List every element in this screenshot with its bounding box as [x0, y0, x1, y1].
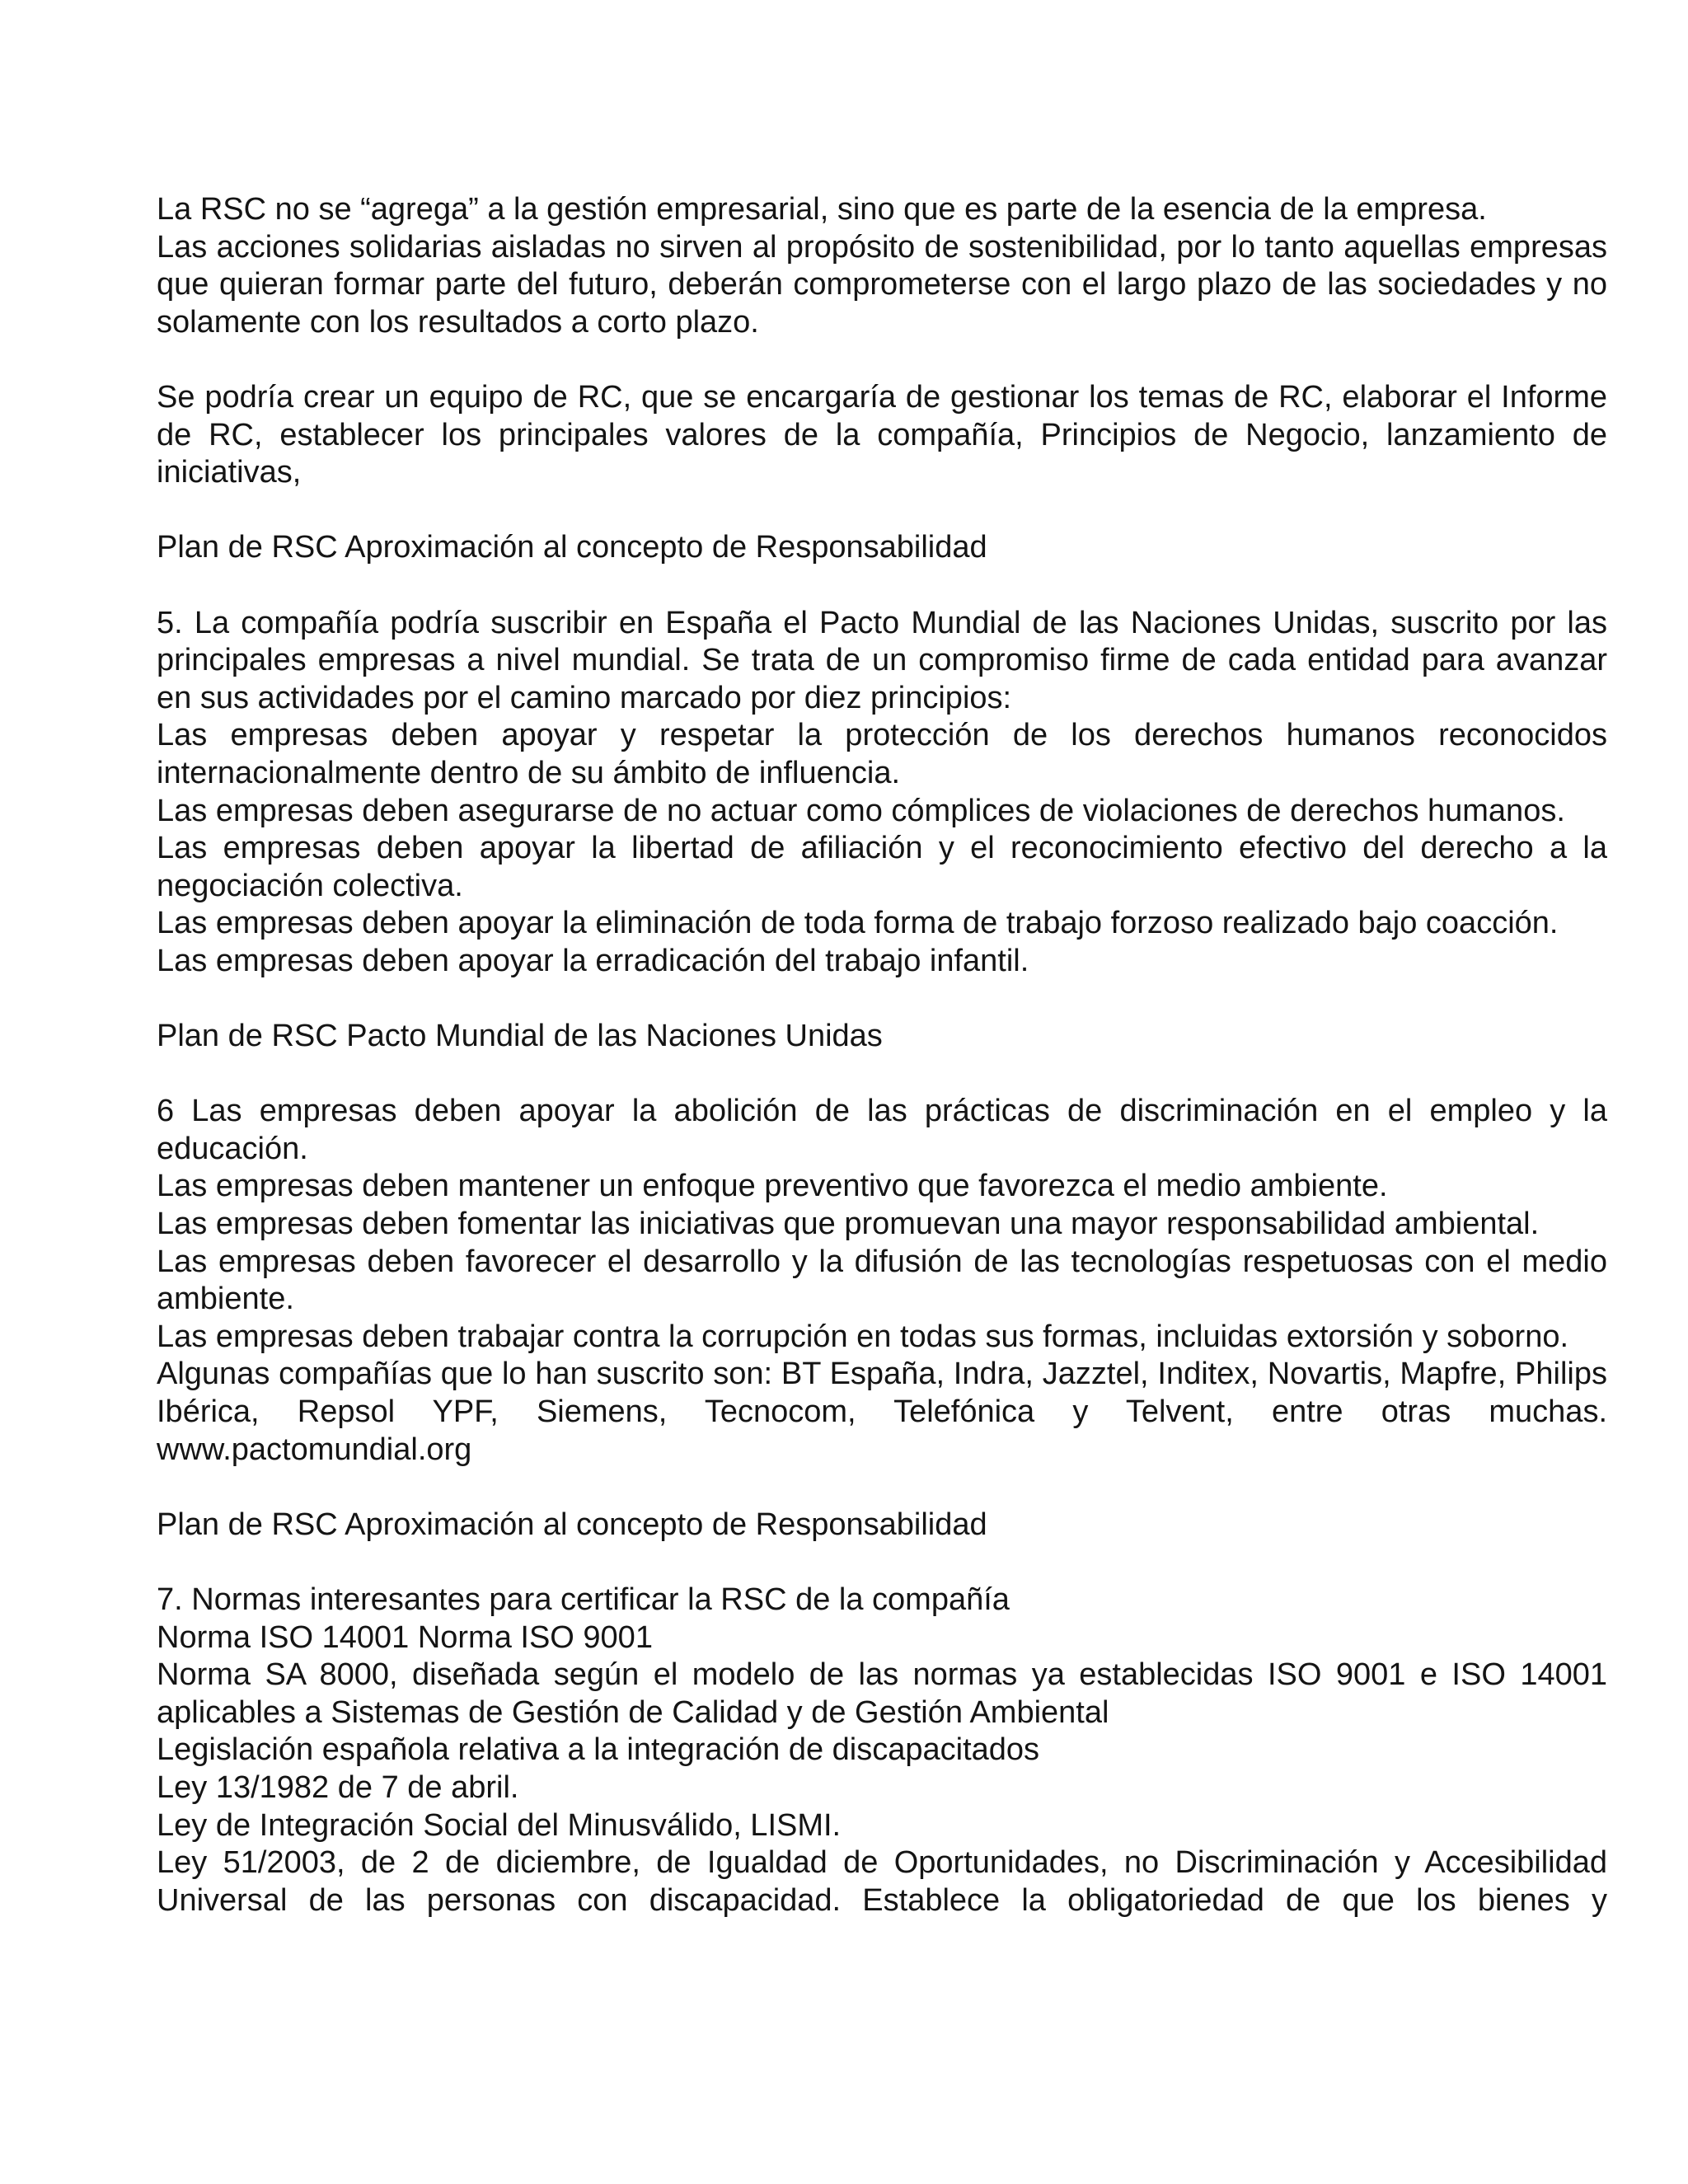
blank-line — [157, 492, 1607, 530]
blank-line — [157, 1469, 1607, 1507]
blank-line — [157, 1056, 1607, 1094]
blank-line — [157, 341, 1607, 379]
principle-item: Las empresas deben asegurarse de no actuar como cómplices de violaciones de derechos humanos. — [157, 793, 1565, 828]
blank-line — [157, 980, 1607, 1018]
paragraph: Norma ISO 14001 Norma ISO 9001 — [157, 1619, 653, 1655]
paragraph: Se podría crear un equipo de RC, que se encargaría de gestionar los temas de RC, elaborar el Informe de RC, establecer los principales valores de la compañía, Principios de Negocio, lanzamiento de iniciativas, — [157, 379, 1607, 490]
paragraph: Ley 51/2003, de 2 de diciembre, de Igualdad de Oportunidades, no Discriminación y Accesibilidad Universal de las personas con discapacidad. Establece la obligatoriedad de que los bienes y — [157, 1845, 1607, 1918]
paragraph: Ley de Integración Social del Minusválido, LISMI. — [157, 1807, 842, 1843]
section-heading: Plan de RSC Pacto Mundial de las Naciones Unidas — [157, 1019, 883, 1054]
principle-item: Las empresas deben apoyar la libertad de afiliación y el reconocimiento efectivo del derecho a la negociación colectiva. — [157, 831, 1607, 903]
principle-item: Las empresas deben apoyar y respetar la protección de los derechos humanos reconocidos internacionalmente dentro de su ámbito de influencia. — [157, 718, 1607, 790]
blank-line — [157, 1544, 1607, 1582]
paragraph: Algunas compañías que lo han suscrito son: BT España, Indra, Jazztel, Inditex, Novartis, Mapfre, Philips Ibérica, Repsol YPF, Siemens, Tecnocom, Telefónica y Telvent, entre otras muchas. www.pactomundial.org — [157, 1357, 1607, 1467]
blank-line — [157, 567, 1607, 605]
paragraph: Las acciones solidarias aisladas no sirven al propósito de sostenibilidad, por lo tanto aquellas empresas que quieran formar parte del futuro, deberán comprometerse con el largo plazo de las sociedades y no solamente con los resultados a corto plazo. — [157, 229, 1607, 340]
paragraph: 5. La compañía podría suscribir en España el Pacto Mundial de las Naciones Unidas, suscrito por las principales empresas a nivel mundial. Se trata de un compromiso firme de cada entidad para avanzar en sus actividades por el camino marcado por diez principios: — [157, 605, 1607, 715]
paragraph: 7. Normas interesantes para certificar la RSC de la compañía — [157, 1582, 1010, 1617]
principle-item: 6 Las empresas deben apoyar la abolición de las prácticas de discriminación en el empleo y la educación. — [157, 1094, 1607, 1166]
paragraph: La RSC no se “agrega” a la gestión empresarial, sino que es parte de la esencia de la empresa. — [157, 192, 1487, 227]
principle-item: Las empresas deben mantener un enfoque preventivo que favorezca el medio ambiente. — [157, 1169, 1388, 1204]
principle-item: Las empresas deben favorecer el desarrollo y la difusión de las tecnologías respetuosas con el medio ambiente. — [157, 1244, 1607, 1317]
section-heading: Plan de RSC Aproximación al concepto de Responsabilidad — [157, 1507, 987, 1542]
principle-item: Las empresas deben fomentar las iniciativas que promuevan una mayor responsabilidad ambiental. — [157, 1207, 1540, 1242]
paragraph: Ley 13/1982 de 7 de abril. — [157, 1769, 519, 1805]
principle-item: Las empresas deben trabajar contra la corrupción en todas sus formas, incluidas extorsión y soborno. — [157, 1319, 1569, 1354]
principle-item: Las empresas deben apoyar la eliminación de toda forma de trabajo forzoso realizado bajo coacción. — [157, 906, 1559, 941]
section-heading: Plan de RSC Aproximación al concepto de Responsabilidad — [157, 530, 987, 565]
paragraph: Legislación española relativa a la integración de discapacitados — [157, 1732, 1040, 1768]
paragraph: Norma SA 8000, diseñada según el modelo de las normas ya establecidas ISO 9001 e ISO 14001 aplicables a Sistemas de Gestión de Calidad y de Gestión Ambiental — [157, 1657, 1607, 1730]
document-body — [157, 191, 1607, 1919]
principle-item: Las empresas deben apoyar la erradicación del trabajo infantil. — [157, 943, 1029, 978]
